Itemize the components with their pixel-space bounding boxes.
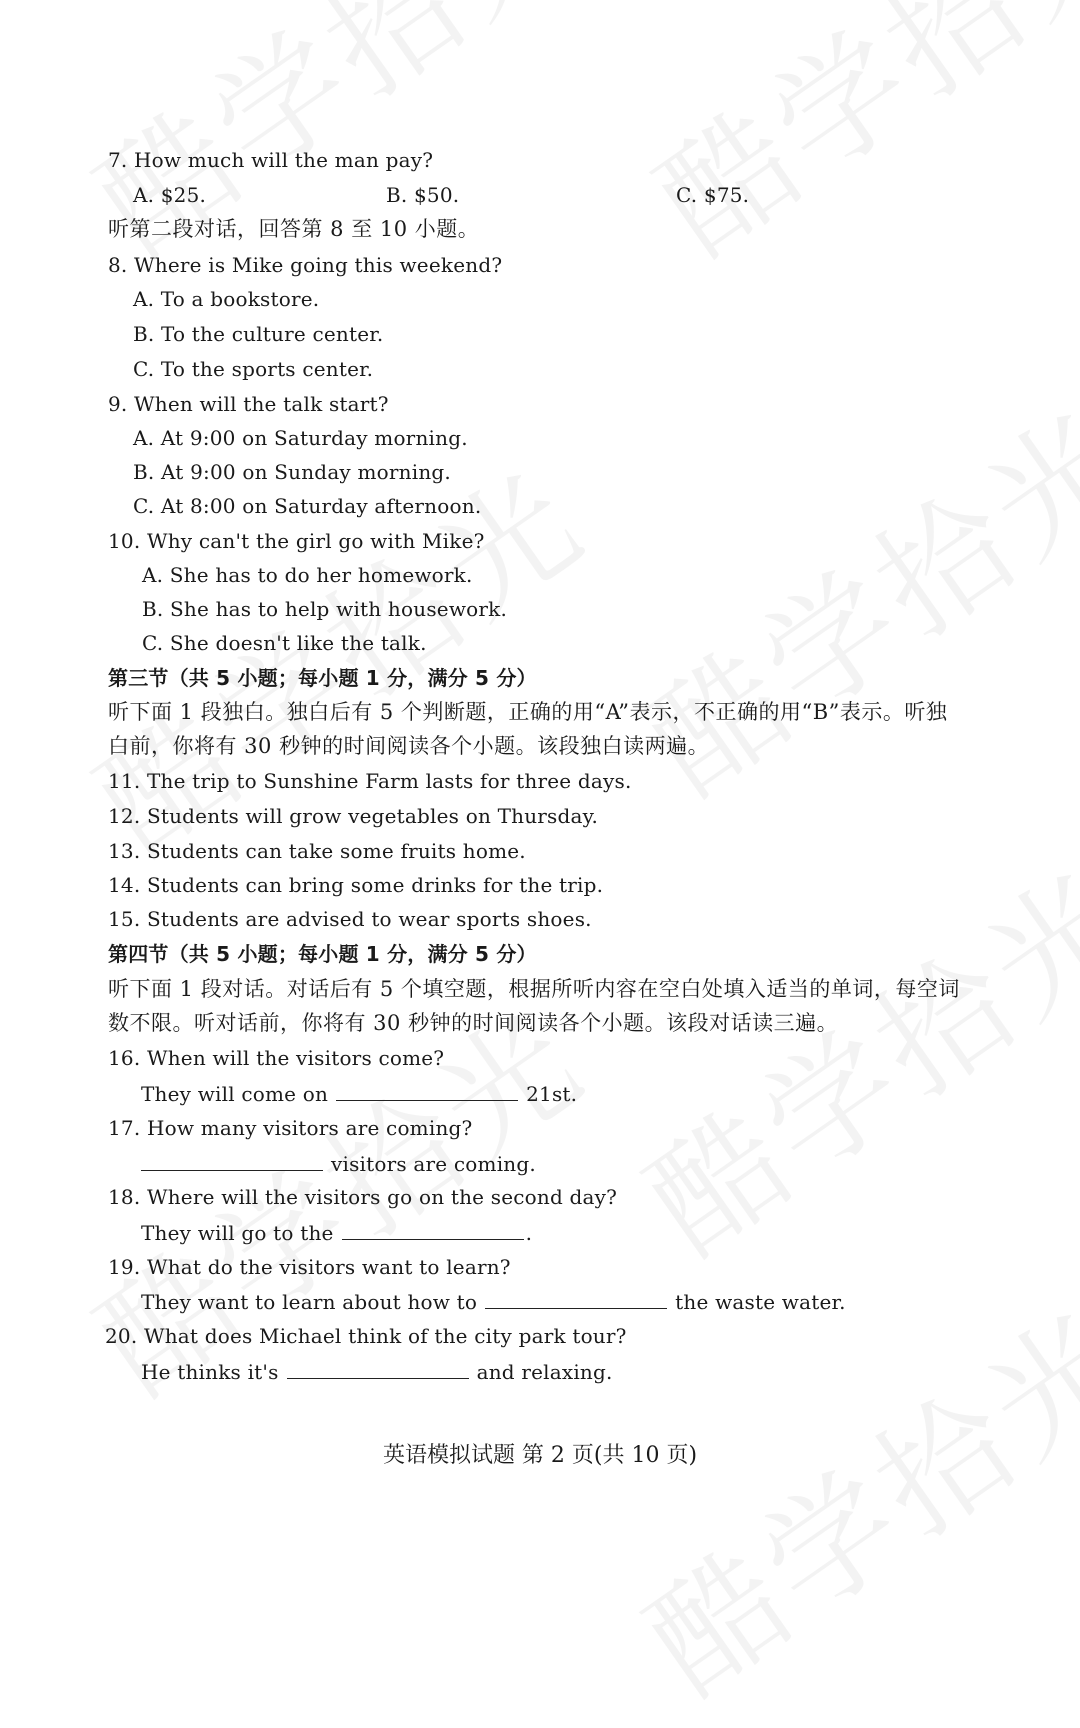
section4-instruction-1: 听下面 1 段对话。对话后有 5 个填空题，根据所听内容在空白处填入适当的单词，每空词 xyxy=(108,977,960,1001)
section3-heading: 第三节（共 5 小题；每小题 1 分，满分 5 分） xyxy=(108,666,537,690)
question-20: 20. What does Michael think of the city park tour? xyxy=(105,1324,627,1348)
watermark xyxy=(56,0,615,288)
answer-16 xyxy=(141,1080,577,1107)
statement-14: 14. Students can bring some drinks for the trip. xyxy=(108,873,604,897)
section4-heading: 第四节（共 5 小题；每小题 1 分，满分 5 分） xyxy=(108,942,537,966)
question-17: 17. How many visitors are coming? xyxy=(108,1116,473,1140)
answer-blank-16[interactable] xyxy=(336,1080,518,1101)
statement-15: 15. Students are advised to wear sports shoes. xyxy=(108,907,592,931)
section4-instruction-2: 数不限。听对话前，你将有 30 秒钟的时间阅读各个小题。该段对话读三遍。 xyxy=(108,1011,839,1035)
answer-20-pre: He thinks it's xyxy=(141,1360,279,1384)
option-8c: C. To the sports center. xyxy=(133,357,374,381)
question-18: 18. Where will the visitors go on the second day? xyxy=(108,1185,618,1209)
answer-blank-18[interactable] xyxy=(342,1219,524,1240)
watermark xyxy=(606,819,1080,1289)
option-8b: B. To the culture center. xyxy=(133,322,384,346)
section3-instruction-1: 听下面 1 段独白。独白后有 5 个判断题，正确的用“A”表示，不正确的用“B”表示。听独 xyxy=(108,700,948,724)
answer-18-post: . xyxy=(525,1221,533,1245)
option-10b: B. She has to help with housework. xyxy=(142,597,508,621)
answer-19-post: the waste water. xyxy=(675,1290,846,1314)
statement-12: 12. Students will grow vegetables on Thursday. xyxy=(108,804,599,828)
question-9: 9. When will the talk start? xyxy=(108,392,389,416)
option-9c: C. At 8:00 on Saturday afternoon. xyxy=(133,494,482,518)
answer-19 xyxy=(141,1288,846,1315)
option-10c: C. She doesn't like the talk. xyxy=(142,631,427,655)
option-9a: A. At 9:00 on Saturday morning. xyxy=(133,426,468,450)
section3-instruction-2: 白前，你将有 30 秒钟的时间阅读各个小题。该段独白读两遍。 xyxy=(108,734,710,758)
answer-18-pre: They will go to the xyxy=(141,1221,334,1245)
dialog2-instruction: 听第二段对话，回答第 8 至 10 小题。 xyxy=(108,217,480,241)
question-16: 16. When will the visitors come? xyxy=(108,1046,445,1070)
option-8a: A. To a bookstore. xyxy=(133,287,320,311)
answer-17 xyxy=(133,1150,536,1177)
option-9b: B. At 9:00 on Sunday morning. xyxy=(133,460,451,484)
answer-blank-20[interactable] xyxy=(287,1358,469,1379)
question-19: 19. What do the visitors want to learn? xyxy=(108,1255,511,1279)
answer-18 xyxy=(141,1219,532,1246)
answer-20-post: and relaxing. xyxy=(476,1360,613,1384)
watermark xyxy=(606,1259,1080,1728)
option-7b: B. $50. xyxy=(386,183,460,207)
statement-11: 11. The trip to Sunshine Farm lasts for three days. xyxy=(108,769,632,793)
answer-16-post: 21st. xyxy=(526,1082,578,1106)
watermark xyxy=(616,0,1080,288)
option-7a: A. $25. xyxy=(133,183,207,207)
answer-blank-17[interactable] xyxy=(141,1150,323,1171)
question-7: 7. How much will the man pay? xyxy=(108,148,434,172)
page-footer: 英语模拟试题 第 2 页(共 10 页) xyxy=(382,1443,698,1468)
question-8: 8. Where is Mike going this weekend? xyxy=(108,253,503,277)
question-10: 10. Why can't the girl go with Mike? xyxy=(108,529,485,553)
statement-13: 13. Students can take some fruits home. xyxy=(108,839,526,863)
answer-blank-19[interactable] xyxy=(485,1288,667,1309)
answer-19-pre: They want to learn about how to xyxy=(141,1290,478,1314)
option-10a: A. She has to do her homework. xyxy=(142,563,473,587)
answer-16-pre: They will come on xyxy=(141,1082,329,1106)
answer-17-post: visitors are coming. xyxy=(331,1152,536,1176)
answer-20 xyxy=(141,1358,613,1385)
option-7c: C. $75. xyxy=(676,183,750,207)
